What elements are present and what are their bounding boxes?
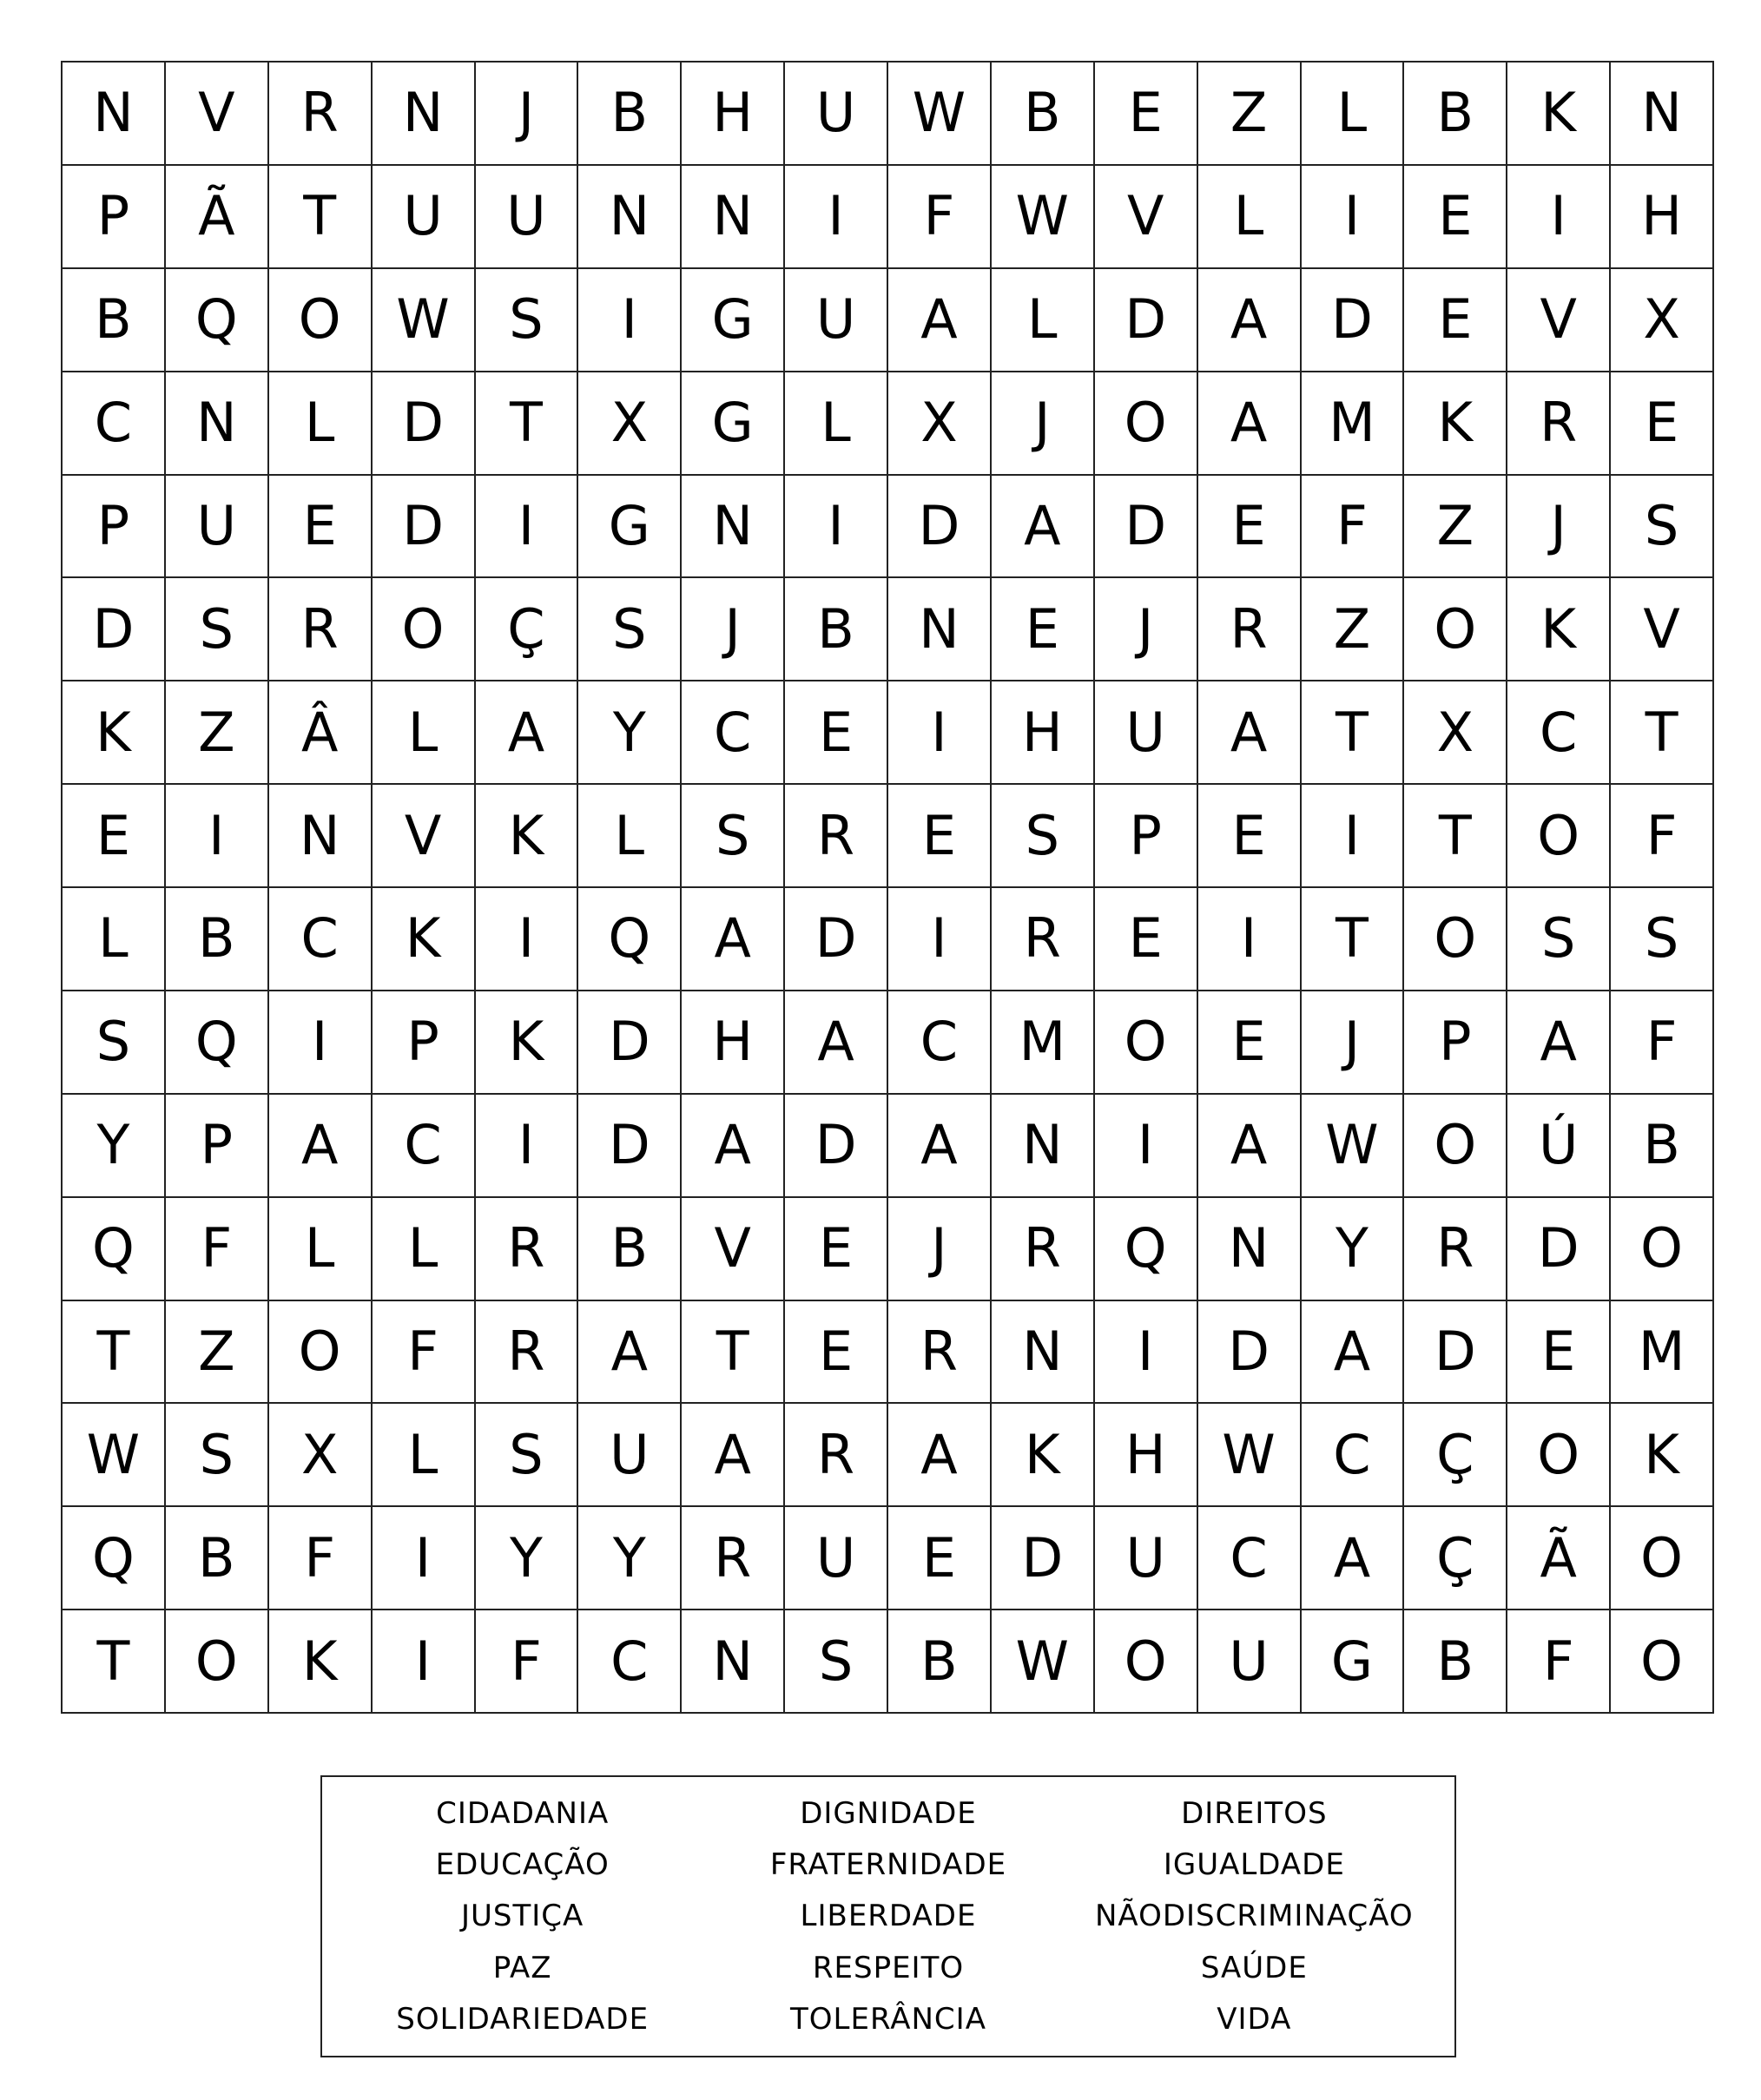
grid-cell[interactable]: E [1507, 1301, 1611, 1405]
grid-cell[interactable]: L [785, 372, 888, 476]
grid-cell[interactable]: J [992, 372, 1095, 476]
grid-cell[interactable]: N [166, 372, 269, 476]
grid-cell[interactable]: Ú [1507, 1095, 1611, 1198]
grid-cell[interactable]: N [269, 785, 373, 888]
grid-cell[interactable]: S [1611, 476, 1714, 579]
grid-cell[interactable]: M [1611, 1301, 1714, 1405]
grid-cell[interactable]: E [1198, 785, 1302, 888]
grid-cell[interactable]: E [888, 785, 992, 888]
word-list-item: PAZ [492, 1950, 552, 1985]
grid-cell[interactable]: B [578, 63, 682, 166]
grid-cell[interactable]: I [476, 1095, 579, 1198]
grid-cell[interactable]: A [1302, 1301, 1405, 1405]
grid-cell[interactable]: W [63, 1404, 166, 1507]
grid-cell[interactable]: U [1198, 1610, 1302, 1714]
grid-cell[interactable]: L [992, 269, 1095, 372]
grid-cell[interactable]: D [373, 372, 476, 476]
grid-cell[interactable]: A [888, 1404, 992, 1507]
grid-cell[interactable]: S [578, 578, 682, 681]
grid-cell[interactable]: O [1611, 1610, 1714, 1714]
grid-cell[interactable]: V [682, 1198, 785, 1301]
word-list-item: IGUALDADE [1163, 1847, 1345, 1883]
grid-cell[interactable]: H [1095, 1404, 1198, 1507]
grid-cell[interactable]: K [1507, 578, 1611, 681]
grid-cell[interactable]: D [785, 1095, 888, 1198]
grid-cell[interactable]: R [785, 785, 888, 888]
grid-cell[interactable]: F [1611, 991, 1714, 1095]
grid-cell[interactable]: K [476, 991, 579, 1095]
grid-cell[interactable]: Y [578, 1507, 682, 1610]
word-list-item: LIBERDADE [800, 1899, 977, 1934]
grid-cell[interactable]: T [63, 1301, 166, 1405]
grid-cell[interactable]: B [166, 888, 269, 991]
grid-cell[interactable]: X [1611, 269, 1714, 372]
grid-cell[interactable]: D [1095, 476, 1198, 579]
grid-cell[interactable]: N [992, 1301, 1095, 1405]
grid-cell[interactable]: O [1507, 1404, 1611, 1507]
grid-cell[interactable]: X [888, 372, 992, 476]
grid-cell[interactable]: I [785, 166, 888, 269]
grid-cell[interactable]: D [1095, 269, 1198, 372]
grid-cell[interactable]: K [1404, 372, 1507, 476]
grid-cell[interactable]: S [166, 578, 269, 681]
grid-cell[interactable]: O [1095, 1610, 1198, 1714]
grid-cell[interactable]: O [373, 578, 476, 681]
grid-cell[interactable]: J [1507, 476, 1611, 579]
word-list-item: DIREITOS [1181, 1795, 1328, 1831]
grid-cell[interactable]: I [1302, 785, 1405, 888]
grid-cell[interactable]: Q [166, 991, 269, 1095]
grid-cell[interactable]: D [1302, 269, 1405, 372]
grid-cell[interactable]: S [166, 1404, 269, 1507]
grid-cell[interactable]: Ã [166, 166, 269, 269]
grid-cell[interactable]: T [63, 1610, 166, 1714]
grid-cell[interactable]: P [166, 1095, 269, 1198]
grid-cell[interactable]: O [269, 269, 373, 372]
grid-cell[interactable]: P [63, 476, 166, 579]
word-list-item: NÃODISCRIMINAÇÃO [1094, 1899, 1414, 1934]
grid-cell[interactable]: A [785, 991, 888, 1095]
grid-cell[interactable]: W [373, 269, 476, 372]
grid-cell[interactable]: N [63, 63, 166, 166]
grid-cell[interactable]: R [992, 888, 1095, 991]
grid-cell[interactable]: Ã [1507, 1507, 1611, 1610]
grid-cell[interactable]: H [682, 63, 785, 166]
grid-cell[interactable]: H [992, 681, 1095, 785]
grid-cell[interactable]: T [1302, 888, 1405, 991]
grid-cell[interactable]: J [1095, 578, 1198, 681]
grid-cell[interactable]: L [373, 1404, 476, 1507]
grid-cell[interactable]: R [269, 578, 373, 681]
grid-cell[interactable]: F [1302, 476, 1405, 579]
grid-cell[interactable]: R [1507, 372, 1611, 476]
grid-cell[interactable]: A [992, 476, 1095, 579]
grid-cell[interactable]: C [888, 991, 992, 1095]
grid-cell[interactable]: Â [269, 681, 373, 785]
grid-cell[interactable]: O [1404, 888, 1507, 991]
grid-cell[interactable]: A [1302, 1507, 1405, 1610]
grid-cell[interactable]: Q [63, 1198, 166, 1301]
grid-cell[interactable]: D [888, 476, 992, 579]
grid-cell[interactable]: Z [166, 681, 269, 785]
grid-cell[interactable]: E [1198, 991, 1302, 1095]
grid-cell[interactable]: A [888, 269, 992, 372]
grid-cell[interactable]: A [888, 1095, 992, 1198]
grid-cell[interactable]: E [785, 1301, 888, 1405]
grid-cell[interactable]: I [1095, 1301, 1198, 1405]
grid-cell[interactable]: L [269, 372, 373, 476]
grid-cell[interactable]: S [476, 269, 579, 372]
grid-cell[interactable]: O [1611, 1198, 1714, 1301]
word-list-item: DIGNIDADE [800, 1795, 977, 1831]
grid-cell[interactable]: W [1198, 1404, 1302, 1507]
word-list-item: SAÚDE [1200, 1950, 1308, 1985]
grid-cell[interactable]: U [1095, 1507, 1198, 1610]
grid-cell[interactable]: Ç [1404, 1404, 1507, 1507]
grid-cell[interactable]: Ç [1404, 1507, 1507, 1610]
grid-cell[interactable]: E [1095, 888, 1198, 991]
grid-cell[interactable]: L [1198, 166, 1302, 269]
grid-cell[interactable]: W [1302, 1095, 1405, 1198]
grid-cell[interactable]: G [578, 476, 682, 579]
grid-cell[interactable]: A [1198, 372, 1302, 476]
grid-cell[interactable]: O [1404, 578, 1507, 681]
grid-cell[interactable]: D [1507, 1198, 1611, 1301]
grid-cell[interactable]: K [992, 1404, 1095, 1507]
grid-cell[interactable]: A [476, 681, 579, 785]
grid-cell[interactable]: B [888, 1610, 992, 1714]
grid-cell[interactable]: D [992, 1507, 1095, 1610]
grid-cell[interactable]: I [1095, 1095, 1198, 1198]
grid-cell[interactable]: Z [1404, 476, 1507, 579]
grid-cell[interactable]: S [63, 991, 166, 1095]
grid-cell[interactable]: P [63, 166, 166, 269]
word-list-item: JUSTIÇA [461, 1899, 584, 1934]
grid-cell[interactable]: V [166, 63, 269, 166]
grid-cell[interactable]: B [166, 1507, 269, 1610]
grid-cell[interactable]: Y [476, 1507, 579, 1610]
grid-cell[interactable]: D [1198, 1301, 1302, 1405]
grid-cell[interactable]: I [373, 1610, 476, 1714]
grid-cell[interactable]: A [269, 1095, 373, 1198]
grid-cell[interactable]: N [682, 166, 785, 269]
grid-cell[interactable]: S [992, 785, 1095, 888]
grid-cell[interactable]: I [1507, 166, 1611, 269]
grid-cell[interactable]: U [785, 269, 888, 372]
grid-cell[interactable]: T [269, 166, 373, 269]
grid-cell[interactable]: E [785, 1198, 888, 1301]
grid-cell[interactable]: U [373, 166, 476, 269]
grid-cell[interactable]: O [1404, 1095, 1507, 1198]
grid-cell[interactable]: T [1302, 681, 1405, 785]
grid-cell[interactable]: F [1507, 1610, 1611, 1714]
grid-cell[interactable]: E [1611, 372, 1714, 476]
grid-cell[interactable]: B [1404, 1610, 1507, 1714]
word-list-item: FRATERNIDADE [769, 1847, 1007, 1883]
grid-cell[interactable]: H [1611, 166, 1714, 269]
grid-cell[interactable]: W [992, 1610, 1095, 1714]
grid-cell[interactable]: A [1198, 269, 1302, 372]
grid-cell[interactable]: I [476, 476, 579, 579]
word-list-box [320, 1775, 1456, 2057]
grid-cell[interactable]: S [1507, 888, 1611, 991]
grid-cell[interactable]: J [476, 63, 579, 166]
grid-cell[interactable]: B [992, 63, 1095, 166]
grid-cell[interactable]: N [682, 476, 785, 579]
grid-cell[interactable]: R [1404, 1198, 1507, 1301]
grid-cell[interactable]: J [682, 578, 785, 681]
grid-cell[interactable]: T [1611, 681, 1714, 785]
grid-cell[interactable]: C [63, 372, 166, 476]
grid-cell[interactable]: B [785, 578, 888, 681]
grid-cell[interactable]: N [373, 63, 476, 166]
grid-cell[interactable]: V [373, 785, 476, 888]
grid-cell[interactable]: P [373, 991, 476, 1095]
grid-cell[interactable]: K [1507, 63, 1611, 166]
grid-cell[interactable]: N [1611, 63, 1714, 166]
grid-cell[interactable]: A [682, 888, 785, 991]
grid-cell[interactable]: R [1198, 578, 1302, 681]
grid-cell[interactable]: F [1611, 785, 1714, 888]
grid-cell[interactable]: U [1095, 681, 1198, 785]
grid-cell[interactable]: U [166, 476, 269, 579]
grid-cell[interactable]: Q [578, 888, 682, 991]
grid-cell[interactable]: A [682, 1404, 785, 1507]
grid-cell[interactable]: C [373, 1095, 476, 1198]
grid-cell[interactable]: N [682, 1610, 785, 1714]
grid-cell[interactable]: N [888, 578, 992, 681]
grid-cell[interactable]: X [578, 372, 682, 476]
grid-cell[interactable]: U [476, 166, 579, 269]
grid-cell[interactable]: L [269, 1198, 373, 1301]
grid-cell[interactable]: X [269, 1404, 373, 1507]
grid-cell[interactable]: C [682, 681, 785, 785]
grid-cell[interactable]: D [578, 991, 682, 1095]
grid-cell[interactable]: G [1302, 1610, 1405, 1714]
grid-cell[interactable]: Z [166, 1301, 269, 1405]
grid-cell[interactable]: O [1095, 372, 1198, 476]
grid-cell[interactable]: T [476, 372, 579, 476]
grid-cell[interactable]: D [785, 888, 888, 991]
grid-cell[interactable]: P [1095, 785, 1198, 888]
grid-cell[interactable]: E [1095, 63, 1198, 166]
grid-cell[interactable]: U [578, 1404, 682, 1507]
word-list-item: TOLERÂNCIA [790, 2002, 986, 2037]
grid-cell[interactable]: E [269, 476, 373, 579]
grid-cell[interactable]: K [373, 888, 476, 991]
grid-cell[interactable]: C [1198, 1507, 1302, 1610]
grid-cell[interactable]: S [785, 1610, 888, 1714]
grid-cell[interactable]: C [578, 1610, 682, 1714]
grid-cell[interactable]: L [1302, 63, 1405, 166]
grid-cell[interactable]: W [992, 166, 1095, 269]
grid-cell[interactable]: E [888, 1507, 992, 1610]
grid-cell[interactable]: D [63, 578, 166, 681]
grid-cell[interactable]: R [682, 1507, 785, 1610]
grid-cell[interactable]: F [166, 1198, 269, 1301]
grid-cell[interactable]: A [578, 1301, 682, 1405]
word-list-item: VIDA [1217, 2002, 1292, 2037]
grid-cell[interactable]: Q [166, 269, 269, 372]
grid-cell[interactable]: O [1611, 1507, 1714, 1610]
grid-cell[interactable]: M [992, 991, 1095, 1095]
grid-cell[interactable]: V [1095, 166, 1198, 269]
grid-cell[interactable]: K [1611, 1404, 1714, 1507]
word-list-item: EDUCAÇÃO [435, 1847, 610, 1883]
grid-cell[interactable]: I [269, 991, 373, 1095]
grid-cell[interactable]: Y [63, 1095, 166, 1198]
grid-cell[interactable]: Q [63, 1507, 166, 1610]
grid-cell[interactable]: I [888, 681, 992, 785]
grid-cell[interactable]: E [1404, 166, 1507, 269]
grid-cell[interactable]: D [1404, 1301, 1507, 1405]
grid-cell[interactable]: J [888, 1198, 992, 1301]
grid-cell[interactable]: C [1507, 681, 1611, 785]
grid-cell[interactable]: R [888, 1301, 992, 1405]
grid-cell[interactable]: B [63, 269, 166, 372]
grid-cell[interactable]: W [888, 63, 992, 166]
grid-cell[interactable]: V [1611, 578, 1714, 681]
grid-cell[interactable]: K [63, 681, 166, 785]
grid-cell[interactable]: M [1302, 372, 1405, 476]
grid-cell[interactable]: T [1404, 785, 1507, 888]
grid-cell[interactable]: L [63, 888, 166, 991]
grid-cell[interactable]: Z [1302, 578, 1405, 681]
grid-cell[interactable]: C [1302, 1404, 1405, 1507]
grid-cell[interactable]: R [476, 1198, 579, 1301]
grid-cell[interactable]: O [1095, 991, 1198, 1095]
grid-cell[interactable]: E [992, 578, 1095, 681]
grid-cell[interactable]: I [1302, 166, 1405, 269]
grid-cell[interactable]: I [373, 1507, 476, 1610]
grid-cell[interactable]: A [682, 1095, 785, 1198]
grid-cell[interactable]: E [1404, 269, 1507, 372]
grid-cell[interactable]: R [269, 63, 373, 166]
grid-cell[interactable]: I [166, 785, 269, 888]
grid-cell[interactable]: O [1507, 785, 1611, 888]
grid-cell[interactable]: A [1507, 991, 1611, 1095]
grid-cell[interactable]: R [476, 1301, 579, 1405]
grid-cell[interactable]: A [1198, 1095, 1302, 1198]
grid-cell[interactable]: B [1404, 63, 1507, 166]
grid-cell[interactable]: A [1198, 681, 1302, 785]
grid-cell[interactable]: F [888, 166, 992, 269]
word-list-item: SOLIDARIEDADE [396, 2002, 650, 2037]
grid-cell[interactable]: Y [578, 681, 682, 785]
grid-cell[interactable]: I [578, 269, 682, 372]
grid-cell[interactable]: N [578, 166, 682, 269]
grid-cell[interactable]: Ç [476, 578, 579, 681]
grid-cell[interactable]: I [785, 476, 888, 579]
grid-cell[interactable]: Y [1302, 1198, 1405, 1301]
grid-cell[interactable]: I [888, 888, 992, 991]
grid-cell[interactable]: F [476, 1610, 579, 1714]
grid-cell[interactable]: O [269, 1301, 373, 1405]
grid-cell[interactable]: I [1198, 888, 1302, 991]
word-list-item: CIDADANIA [436, 1795, 610, 1831]
grid-cell[interactable]: S [1611, 888, 1714, 991]
grid-cell[interactable]: L [373, 681, 476, 785]
grid-cell[interactable]: E [1198, 476, 1302, 579]
grid-cell[interactable]: I [476, 888, 579, 991]
grid-cell[interactable]: B [1611, 1095, 1714, 1198]
grid-cell[interactable]: L [578, 785, 682, 888]
grid-cell[interactable]: U [785, 1507, 888, 1610]
grid-cell[interactable]: F [373, 1301, 476, 1405]
grid-cell[interactable]: F [269, 1507, 373, 1610]
grid-cell[interactable]: E [785, 681, 888, 785]
grid-cell[interactable]: K [476, 785, 579, 888]
grid-cell[interactable]: N [1198, 1198, 1302, 1301]
grid-cell[interactable]: L [373, 1198, 476, 1301]
word-search-grid [61, 61, 1714, 1714]
grid-cell[interactable]: S [682, 785, 785, 888]
grid-cell[interactable]: D [578, 1095, 682, 1198]
grid-cell[interactable]: Z [1198, 63, 1302, 166]
grid-cell[interactable]: H [682, 991, 785, 1095]
grid-cell[interactable]: T [682, 1301, 785, 1405]
grid-cell[interactable]: C [269, 888, 373, 991]
grid-cell[interactable]: B [578, 1198, 682, 1301]
grid-cell[interactable]: K [269, 1610, 373, 1714]
grid-cell[interactable]: R [992, 1198, 1095, 1301]
grid-cell[interactable]: O [166, 1610, 269, 1714]
grid-cell[interactable]: G [682, 372, 785, 476]
grid-cell[interactable]: U [785, 63, 888, 166]
grid-cell[interactable]: X [1404, 681, 1507, 785]
grid-cell[interactable]: G [682, 269, 785, 372]
grid-cell[interactable]: N [992, 1095, 1095, 1198]
grid-cell[interactable]: P [1404, 991, 1507, 1095]
grid-cell[interactable]: R [785, 1404, 888, 1507]
grid-cell[interactable]: S [476, 1404, 579, 1507]
word-list-item: RESPEITO [812, 1950, 965, 1985]
grid-cell[interactable]: E [63, 785, 166, 888]
grid-cell[interactable]: V [1507, 269, 1611, 372]
grid-cell[interactable]: D [373, 476, 476, 579]
grid-cell[interactable]: J [1302, 991, 1405, 1095]
grid-cell[interactable]: Q [1095, 1198, 1198, 1301]
